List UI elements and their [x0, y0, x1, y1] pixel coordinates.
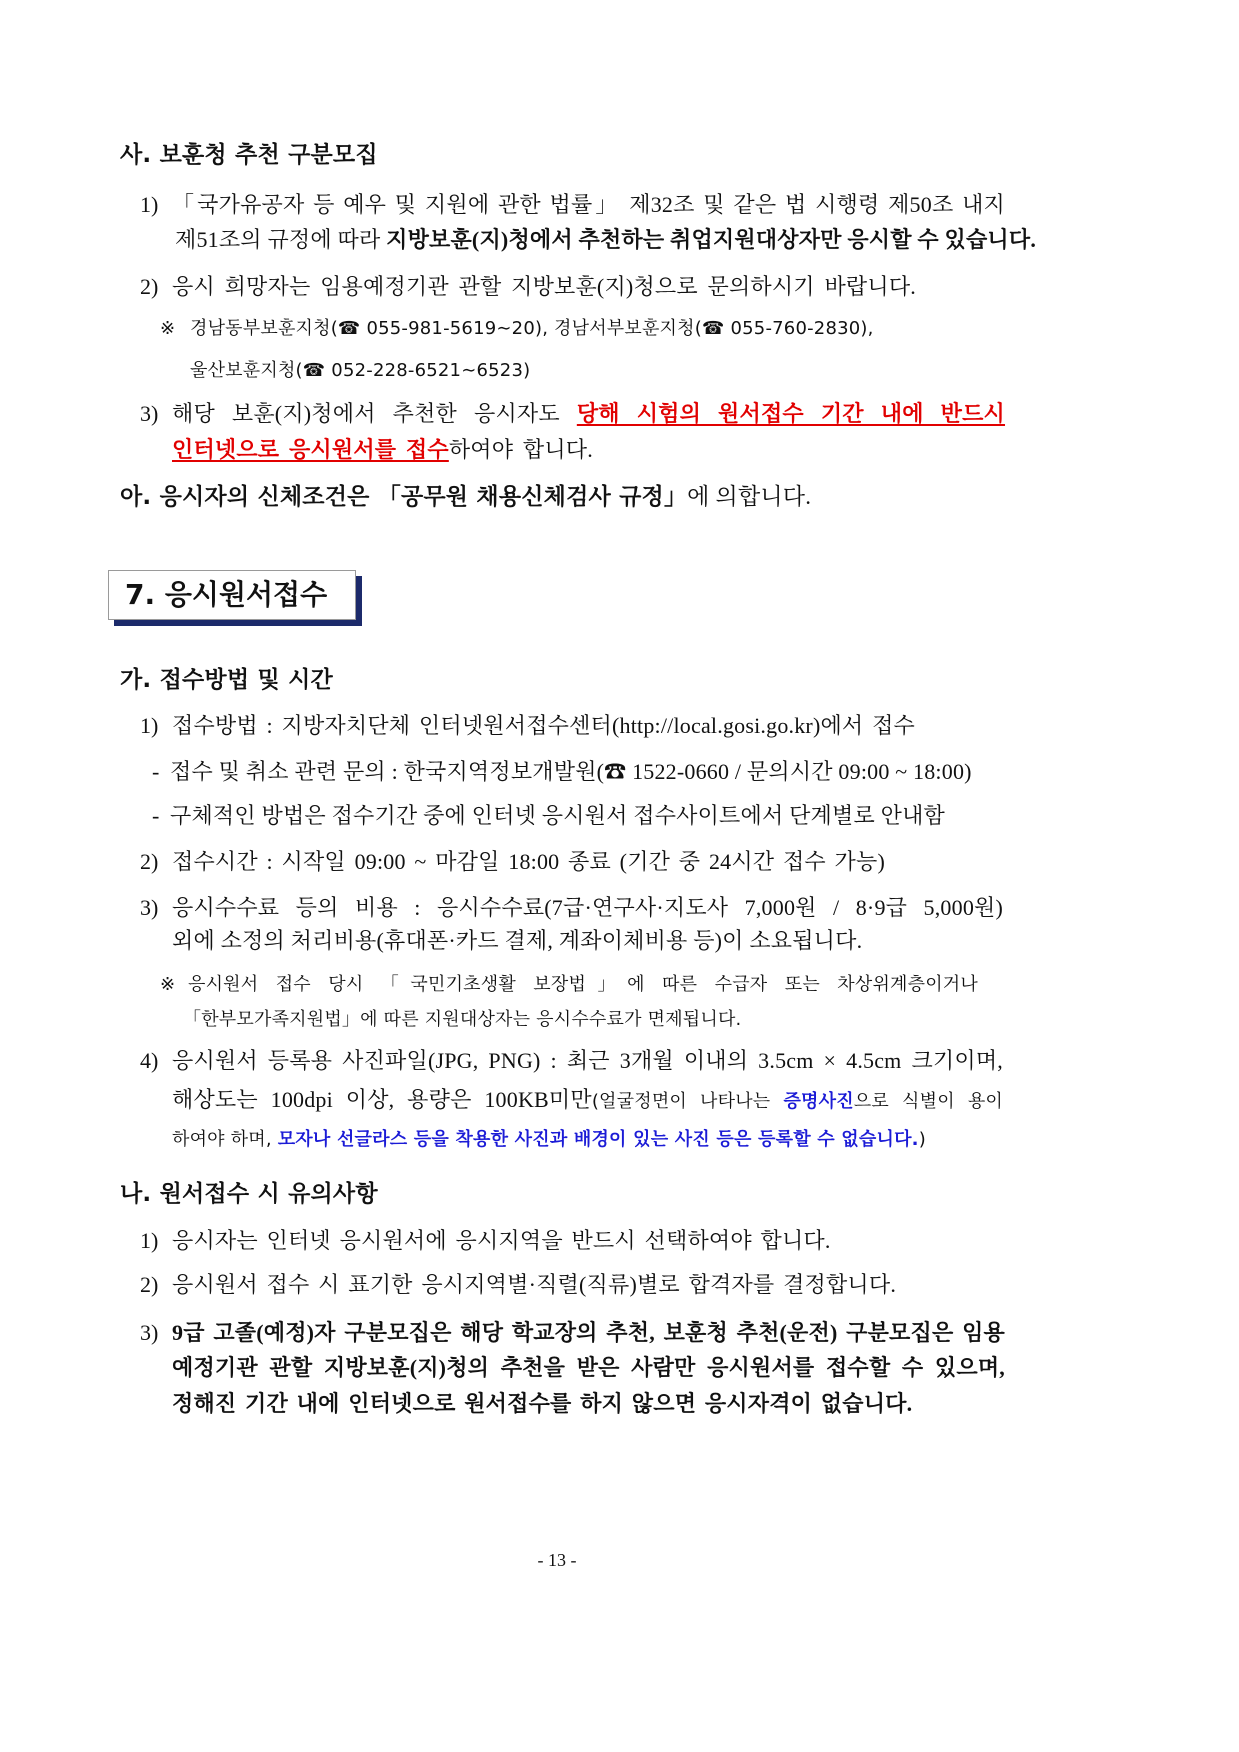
- ga-item-4-line-2: [172, 1084, 1003, 1116]
- section-a-rest: 에 의합니다.: [687, 484, 812, 509]
- item-number: 3): [140, 1320, 159, 1345]
- ga-item-4-line-1: 응시원서 등록용 사진파일(JPG, PNG) : 최근 3개월 이내의 3.5cm × 4.5cm 크기이며,: [172, 1048, 1003, 1073]
- ga-note-line-2: 「한부모가족지원법」에 따른 지원대상자는 응시수수료가 면제됩니다.: [183, 1009, 742, 1030]
- ga-item-1-line-1: 접수방법 : 지방자치단체 인터넷원서접수센터(http://local.gosi.go.kr)에서 접수: [172, 713, 915, 738]
- ga-item-4-small-text: (얼굴정면이 나타나는: [591, 1091, 784, 1112]
- ga-dash-2-line-1: 구체적인 방법은 접수기간 중에 인터넷 응시원서 접수사이트에서 단계별로 안내함: [170, 803, 945, 828]
- ga-item-4-close-paren: ): [918, 1129, 926, 1150]
- item-number: 3): [140, 895, 159, 920]
- item-number: 1): [140, 192, 159, 217]
- ga-item-4-blue-emphasis: 증명사진: [783, 1091, 854, 1112]
- sa-item-1-text: 제51조의 규정에 따라: [175, 227, 387, 252]
- ga-item-3-line-2: 외에 소정의 처리비용(휴대폰·카드 결제, 계좌이체비용 등)이 소요됩니다.: [172, 928, 863, 953]
- ga-item-3-line-1: 응시수수료 등의 비용 : 응시수수료(7급·연구사·지도사 7,000원 / 8·9급 5,000원): [172, 895, 1003, 920]
- item-number: 2): [140, 274, 159, 299]
- page-number: - 13 -: [537, 1550, 577, 1570]
- section-heading-a: [120, 481, 811, 513]
- na-item-2-line-1: 응시원서 접수 시 표기한 응시지역별·직렬(직류)별로 합격자를 결정합니다.: [172, 1272, 897, 1297]
- section-heading-na: 나. 원서접수 시 유의사항: [120, 1181, 378, 1207]
- item-number: 4): [140, 1048, 159, 1073]
- sa-item-3-red-emphasis-2: 인터넷으로 응시원서를 접수: [172, 437, 449, 462]
- sa-item-2-line-1: 응시 희망자는 임용예정기관 관할 지방보훈(지)청으로 문의하시기 바랍니다.: [172, 274, 916, 299]
- ga-item-4-blue-emphasis-2: 모자나 선글라스 등을 착용한 사진과 배경이 있는 사진 등은 등록할 수 없습니다.: [277, 1129, 919, 1150]
- sa-note-line-1: 경남동부보훈지청(☎ 055-981-5619∼20), 경남서부보훈지청(☎ 055-760-2830),: [190, 318, 874, 339]
- item-number: 1): [140, 1228, 159, 1253]
- item-number: 2): [140, 1272, 159, 1297]
- item-number: 3): [140, 401, 159, 426]
- ga-item-4-small-text-3: 하여야 하며,: [172, 1129, 278, 1150]
- sa-item-3-text: 해당 보훈(지)청에서 추천한 응시자도: [172, 401, 577, 426]
- sa-item-3-line-1: [172, 398, 1005, 430]
- item-number: 1): [140, 713, 159, 738]
- item-number: 2): [140, 849, 159, 874]
- note-mark: ※: [160, 974, 176, 995]
- ga-item-2-line-1: 접수시간 : 시작일 09:00 ~ 마감일 18:00 종료 (기간 중 24시간 접수 가능): [172, 849, 885, 874]
- ga-item-4-text: 해상도는 100dpi 이상, 용량은 100KB미만: [172, 1087, 592, 1112]
- ga-item-4-small-text-2: 으로 식별이 용이: [853, 1091, 1003, 1112]
- section-a-bold: 아. 응시자의 신체조건은 「공무원 채용신체검사 규정」: [120, 484, 688, 510]
- section-heading-sa: 사. 보훈청 추천 구분모집: [120, 142, 378, 168]
- sa-note-line-2: 울산보훈지청(☎ 052-228-6521∼6523): [190, 360, 531, 381]
- ga-dash-1-line-1: 접수 및 취소 관련 문의 : 한국지역정보개발원(☎ 1522-0660 / 문의시간 09:00 ~ 18:00): [170, 759, 972, 784]
- ga-item-4-line-3: [172, 1122, 926, 1154]
- na-item-3-line-3: 정해진 기간 내에 인터넷으로 원서접수를 하지 않으면 응시자격이 없습니다.: [172, 1391, 913, 1416]
- sa-item-1-line-1: 「국가유공자 등 예우 및 지원에 관한 법률」 제32조 및 같은 법 시행령 제50조 내지: [172, 192, 1005, 217]
- sa-item-3-line-2: [172, 434, 593, 466]
- section-7-title: 7. 응시원서접수: [125, 578, 328, 611]
- na-item-1-line-1: 응시자는 인터넷 응시원서에 응시지역을 반드시 선택하여야 합니다.: [172, 1228, 831, 1253]
- note-mark: ※: [160, 318, 176, 339]
- sa-item-1-line-2: [175, 224, 1036, 256]
- dash-mark: -: [152, 803, 160, 828]
- sa-item-3-text-2: 하여야 합니다.: [448, 437, 593, 462]
- na-item-3-line-1: 9급 고졸(예정)자 구분모집은 해당 학교장의 추천, 보훈청 추천(운전) 구분모집은 임용: [172, 1320, 1005, 1345]
- sa-item-3-red-emphasis: 당해 시험의 원서접수 기간 내에 반드시: [576, 401, 1006, 426]
- na-item-3-line-2: 예정기관 관할 지방보훈(지)청의 추천을 받은 사람만 응시원서를 접수할 수 있으며,: [172, 1355, 1005, 1380]
- dash-mark: -: [152, 759, 160, 784]
- section-heading-ga: 가. 접수방법 및 시간: [120, 667, 333, 693]
- ga-note-line-1: 응시원서 접수 당시 「국민기초생활 보장법」에 따른 수급자 또는 차상위계층이거나: [188, 974, 978, 995]
- sa-item-1-bold-text: 지방보훈(지)청에서 추천하는 취업지원대상자만 응시할 수 있습니다.: [386, 227, 1037, 252]
- section-7-title-box: [108, 570, 356, 620]
